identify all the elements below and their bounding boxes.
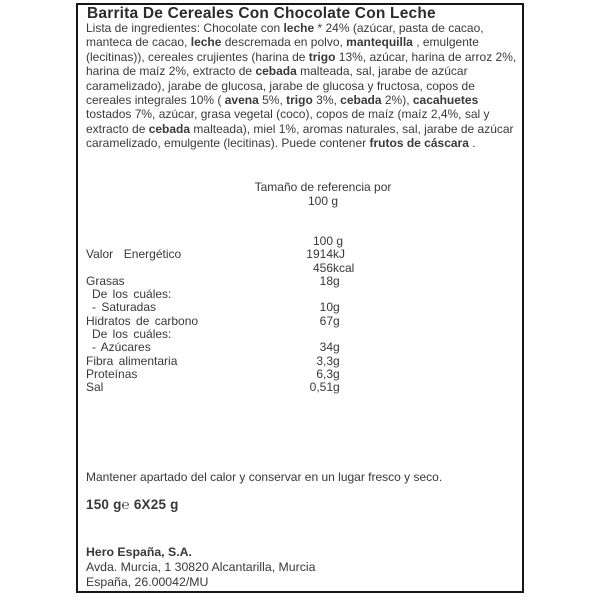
nutrient-unit: g [333,234,344,248]
nutrient-label: Fibra alimentaria [86,353,178,368]
nutrient-amount: 10 [319,300,333,315]
nutrient-amount: 18 [319,273,333,288]
nutrition-row [78,275,522,288]
nutrient-value [246,328,333,341]
manufacturer-address: Avda. Murcia, 1 30820 Alcantarilla, Murcia [86,560,316,574]
nutrient-label: Grasas [86,273,125,288]
manufacturer-block [86,545,516,590]
nutrient-unit: kJ [333,247,345,262]
nutrition-row [78,315,522,328]
nutrient-label: Valor Energético [86,247,182,262]
estimated-sign: ℮ [121,497,130,512]
serving-size-line2: 100 g [307,194,339,208]
nutrient-value [246,262,354,275]
nutrition-row [78,368,522,381]
nutrient-unit: g [333,300,340,315]
net-weight [86,497,179,512]
storage-instructions: Mantener apartado del calor y conservar en un lugar fresco y seco. [86,470,443,484]
nutrient-label: De los cuáles: [92,327,172,342]
multipack-size: 6X25 g [133,497,179,512]
nutrient-amount: 6,3 [316,366,333,381]
manufacturer-name: Hero España, S.A. [86,545,192,559]
nutrition-column-header [78,235,522,248]
nutrition-row [78,355,522,368]
serving-size-line1: Tamaño de referencia por [254,180,392,194]
ingredients-text: Lista de ingredientes: Chocolate con leche * 24% (azúcar, pasta de cacao, manteca de cacao, leche descremada en polvo, mantequilla , emulgente (lecitinas)), cereales crujientes (harina de trigo 13%, azúcar, harina de arroz 2%, harina de maíz 2%, extracto de cebada malteada, sal, jarabe de azúcar caramelizado), jarabe de glucosa, jarabe de glucosa y fructosa, copos de cereales integrales 10% ( avena 5%, trigo 3%, cebada 2%), cacahuetes tostados 7%, azúcar, grasa vegetal (coco), copos de maíz (maíz 2,4%, sal y extracto de cebada malteada), miel 1%, aromas naturales, sal, jarabe de azúcar caramelizado, emulgente (lecitinas). Puede contener frutos de cáscara . [86,21,517,151]
nutrient-amount: 67 [319,313,333,328]
nutrient-value [246,301,340,314]
nutrition-row [78,288,522,301]
nutrient-value [246,288,333,301]
nutrient-value [246,275,340,288]
nutrient-amount: 100 [312,234,333,248]
nutrient-value [246,355,340,368]
nutrient-unit: g [333,273,340,288]
nutrient-value [246,315,340,328]
nutrient-unit: g [333,313,340,328]
nutrient-unit: g [333,366,340,381]
nutrient-amount: 456 [312,260,333,275]
nutrient-label: De los cuáles: [92,287,172,302]
nutrient-label: Hidratos de carbono [86,313,199,328]
nutrition-table [78,235,522,395]
nutrition-row [78,248,522,261]
nutrient-value [246,248,345,261]
nutrition-row [78,341,522,354]
nutrient-value [246,368,340,381]
nutrient-amount: 34 [319,340,333,355]
nutrient-unit: g [333,340,340,355]
nutrient-label: - Saturadas [92,300,157,315]
nutrient-label [86,262,246,275]
nutrient-value [246,381,340,394]
nutrition-row [78,381,522,394]
nutrition-row [78,262,522,275]
nutrient-value [246,235,343,248]
nutrient-unit: kcal [333,260,355,275]
net-weight-value: 150 g [86,497,122,512]
nutrient-amount: 1914 [306,247,333,262]
nutrition-row [78,301,522,314]
nutrient-unit: g [333,353,340,368]
nutrient-label: Proteínas [86,366,138,381]
nutrient-label: Sal [86,380,104,395]
nutrition-rows [78,248,522,394]
nutrient-unit: g [333,380,340,395]
nutrient-amount: 3,3 [316,353,333,368]
nutrient-amount: 0,51 [309,380,333,395]
nutrient-label: - Azúcares [92,340,151,355]
serving-size-header [173,180,473,208]
product-title: Barrita De Cereales Con Chocolate Con Leche [87,5,436,22]
product-label [76,3,524,593]
nutrition-row [78,328,522,341]
nutrient-label [86,235,246,248]
manufacturer-country-registration: España, 26.00042/MU [86,575,209,589]
nutrient-value [246,341,340,354]
